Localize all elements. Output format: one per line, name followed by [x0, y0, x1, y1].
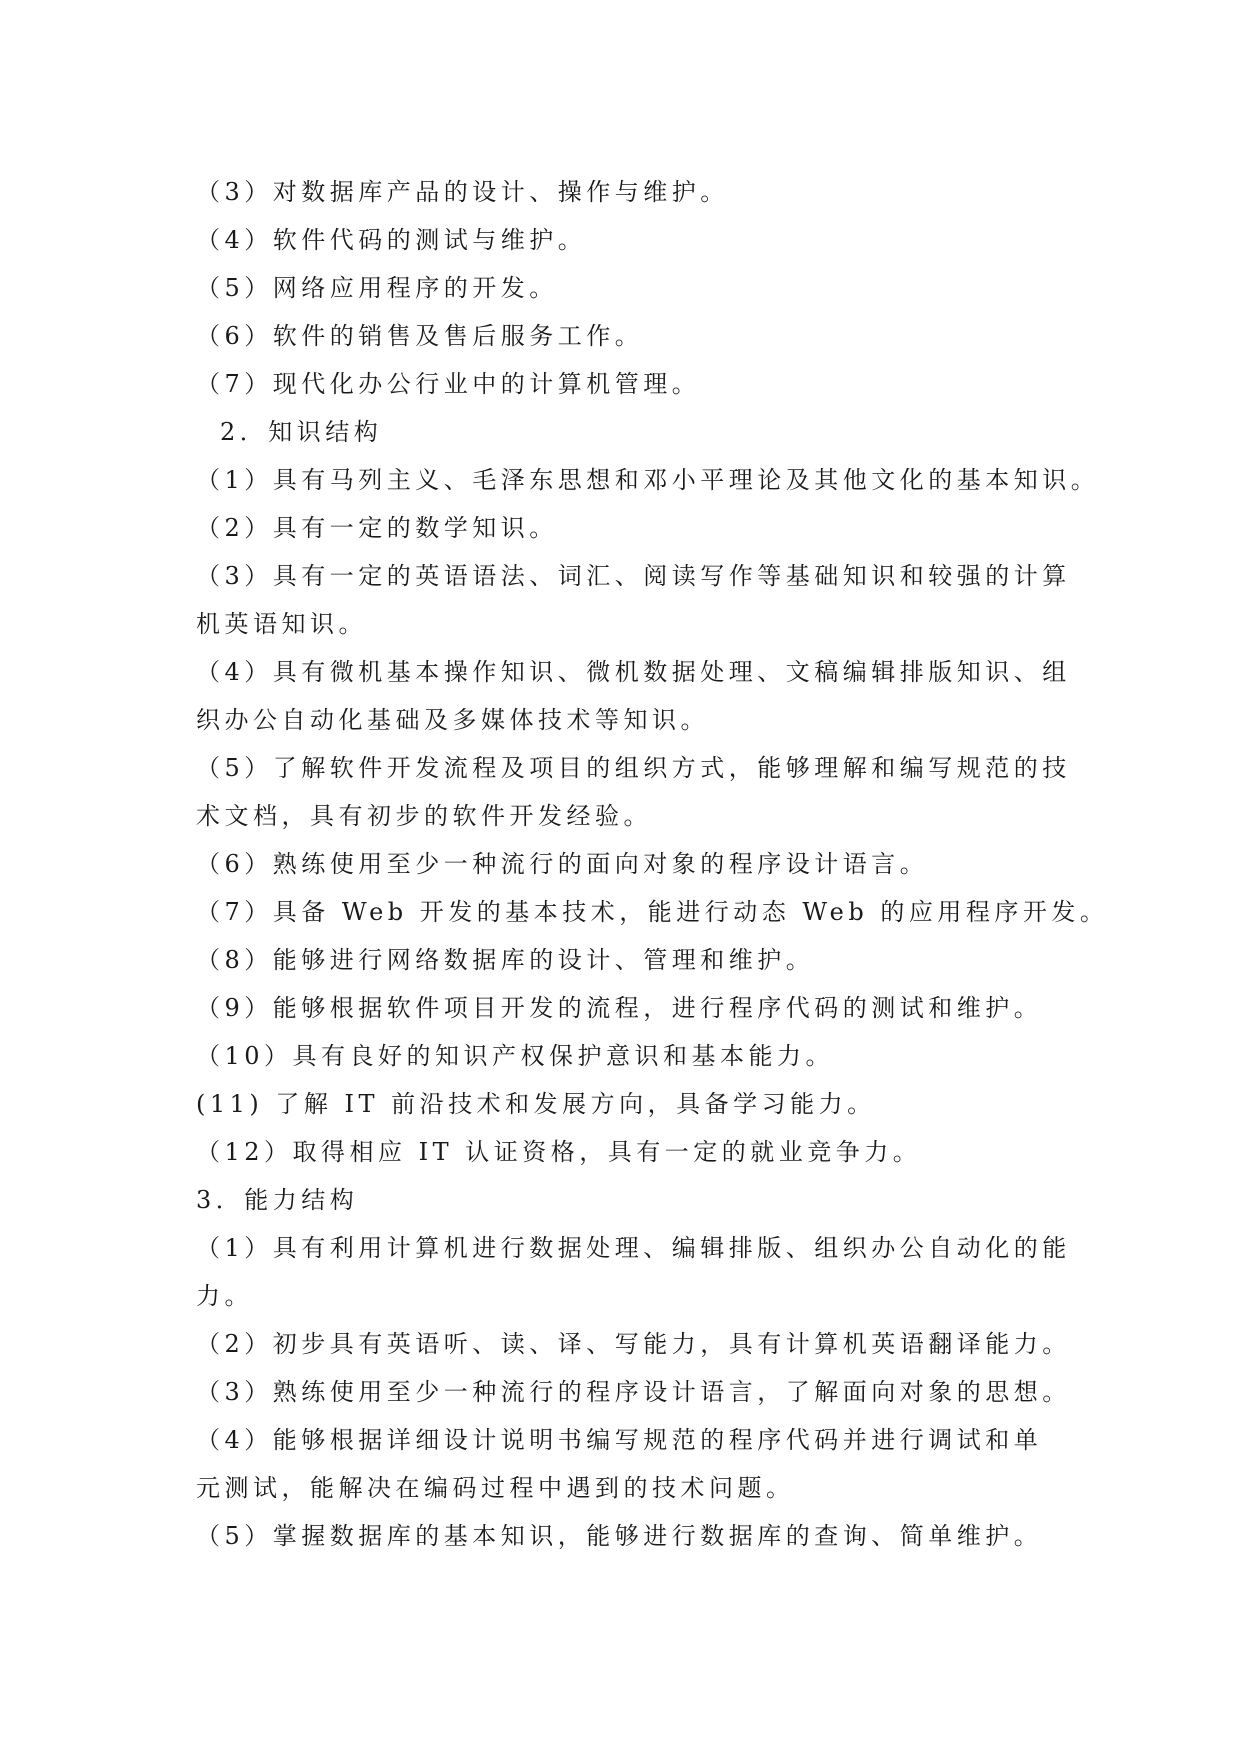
list-item: （1）具有利用计算机进行数据处理、编辑排版、组织办公自动化的能 [196, 1234, 1071, 1262]
list-item: （5）网络应用程序的开发。 [196, 274, 558, 302]
list-item: （2）初步具有英语听、读、译、写能力，具有计算机英语翻译能力。 [196, 1330, 1071, 1358]
list-item: （9）能够根据软件项目开发的流程，进行程序代码的测试和维护。 [196, 994, 1043, 1022]
list-item: （6）熟练使用至少一种流行的面向对象的程序设计语言。 [196, 850, 929, 878]
list-item: （8）能够进行网络数据库的设计、管理和维护。 [196, 946, 815, 974]
list-item: （7）具备 Web 开发的基本技术，能进行动态 Web 的应用程序开发。 [196, 898, 1109, 926]
list-item: （4）具有微机基本操作知识、微机数据处理、文稿编辑排版知识、组 [196, 658, 1071, 686]
list-item: （3）具有一定的英语语法、词汇、阅读写作等基础知识和较强的计算 [196, 562, 1071, 590]
list-item: (11) 了解 IT 前沿技术和发展方向，具备学习能力。 [196, 1090, 876, 1118]
section-heading-ability: 3．能力结构 [196, 1186, 359, 1214]
document-body [196, 168, 1109, 1560]
list-item: （12）取得相应 IT 认证资格，具有一定的就业竞争力。 [196, 1138, 922, 1166]
list-item: （2）具有一定的数学知识。 [196, 514, 558, 542]
list-item: （5）了解软件开发流程及项目的组织方式，能够理解和编写规范的技 [196, 754, 1071, 782]
list-item: （4）能够根据详细设计说明书编写规范的程序代码并进行调试和单 [196, 1426, 1043, 1454]
section-heading-knowledge: 2．知识结构 [220, 418, 383, 446]
list-item: （6）软件的销售及售后服务工作。 [196, 322, 644, 350]
list-item: （5）掌握数据库的基本知识，能够进行数据库的查询、简单维护。 [196, 1522, 1043, 1550]
list-item: （4）软件代码的测试与维护。 [196, 226, 587, 254]
list-item: （3）熟练使用至少一种流行的程序设计语言，了解面向对象的思想。 [196, 1378, 1071, 1406]
list-item: （3）对数据库产品的设计、操作与维护。 [196, 178, 729, 206]
list-item: （7）现代化办公行业中的计算机管理。 [196, 370, 701, 398]
list-item-continuation: 力。 [196, 1282, 253, 1310]
list-item: （1）具有马列主义、毛泽东思想和邓小平理论及其他文化的基本知识。 [196, 466, 1100, 494]
list-item-continuation: 机英语知识。 [196, 610, 367, 638]
list-item-continuation: 术文档，具有初步的软件开发经验。 [196, 802, 652, 830]
list-item: （10）具有良好的知识产权保护意识和基本能力。 [196, 1042, 835, 1070]
list-item-continuation: 织办公自动化基础及多媒体技术等知识。 [196, 706, 709, 734]
list-item-continuation: 元测试，能解决在编码过程中遇到的技术问题。 [196, 1474, 795, 1502]
